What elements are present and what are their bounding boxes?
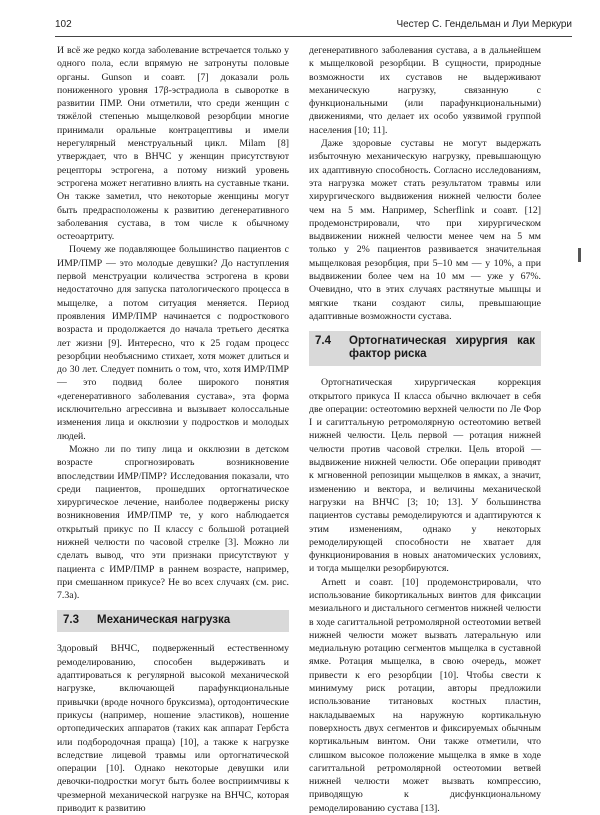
paragraph: дегенеративного заболевания сустава, а в дальнейшем к мыщелковой резорбции. В сущности, природные возможности их суставов не выдерживают механическую нагрузку, связанную с функциональными (или парафункциональными) движениями, что делает их особо уязвимой группой населения [10; 11]. — [309, 45, 541, 136]
section-number: 7.4 — [315, 335, 331, 348]
page-header — [55, 14, 572, 37]
section-heading-7-3 — [57, 610, 289, 632]
paragraph: Можно ли по типу лица и окклюзии в детском возрасте спрогнозировать возникновение впоследствии ИМР/ПМР? Исследования показали, что среди пациентов, прошедших ортогнатическое хирургическое лечение, наиболее подвержены риску возникновения ИМР/ПМР те, у кого наблюдается открытый прикус по II классу с большой ротацией нижней челюсти по часовой стрелке [3]. Можно ли сделать вывод, что эти признаки присутствуют у пациента с ИМР/ПМР в раннем возрасте, например, при смешанном прикусе? Не во всех случаях (см. рис. 7.3а). — [57, 443, 289, 602]
paragraph: Arnett и соавт. [10] продемонстрировали, что использование бикортикальных винтов для фиксации мезиального и дистального сегментов нижней челюсти в ходе сагиттальной ретромолярной остеотомии ветвей нижней челюсти может вызвать латеральную или медиальную ротацию сегментов мыщелка в суставной ямке. Ротация мыщелка, в свою очередь, может привести к его резорбции [10]. Чтобы свести к минимуму риск ротации, авторы предложили использование титановых костных пластин, накладываемых на наружную кортикальную поверхность двух сегментов и фиксируемых обычным кортикальным винтом. Они также отметили, что слишком высокое положение мыщелка в ямке в ходе сагиттальной ретромолярной остеотомии ветвей нижней челюсти может вызвать компрессию, приводящую к дисфункциональному ремоделированию сустава [13]. — [309, 576, 541, 814]
section-heading-7-4 — [309, 331, 541, 366]
paragraph: Здоровый ВНЧС, подверженный естественному ремоделированию, способен выдерживать и адаптироваться к регулярной высокой механической нагрузке, включающей парафункциональные привычки (вроде ночного бруксизма), ортодонтические прикусы (например, ношение эластиков), ношение ортопедических аппаратов (таких как аппарат Гербста или подбородочная праща) [10], а также к нагрузке вследствие лицевой травмы или ортогнатической операции [10]. Однако некоторые девушки или девочки-подростки могут быть более восприимчивы к чрезмерной механической нагрузке на ВНЧС, которая приводит к развитию — [57, 643, 289, 815]
running-head-authors: Честер С. Гендельман и Луи Меркури — [396, 19, 572, 30]
right-column — [309, 44, 541, 815]
section-title: Ортогнатическая хирургия как фактор риска — [349, 335, 535, 361]
left-column — [57, 44, 289, 815]
page-number: 102 — [55, 19, 72, 30]
chapter-edge-marker — [578, 248, 581, 262]
paragraph: Ортогнатическая хирургическая коррекция открытого прикуса II класса обычно включает в себя две операции: остеотомию верхней челюсти по Ле Фор I и сагиттальную ретромолярную остеотомию ветвей нижней челюсти. Цель первой — ротация нижней челюсти против часовой стрелки. Цель второй — выдвижение нижней челюсти. Обе операции приводят к мгновенной репозиции мыщелков в ямках, а значит, изменению и вектора, и величины механической нагрузки на ВНЧС [3; 10; 13]. У большинства пациентов суставы ремоделируются и адаптируются к этим изменениям, однако у некоторых ремоделирующей способности не хватает для функционирования в новых анатомических условиях, и тогда мыщелки резорбируются. — [309, 377, 541, 575]
section-title: Механическая нагрузка — [97, 614, 231, 627]
paragraph: Даже здоровые суставы не могут выдержать избыточную механическую нагрузку, превышающую их адаптивную способность. Согласно исследованиям, эта нагрузка может стать результатом травмы или хирургического выдвижения нижней челюсти более чем на 5 мм. Например, Scherflink и соавт. [12] продемонстрировали, что при хирургическом выдвижении нижней челюсти менее чем на 5 мм только у 2% пациентов развивается значительная мыщелковая резорбция, при 5–10 мм — у 10%, а при выдвижении более чем на 10 мм — уже у 67%. Очевидно, что в этих случаях растянутые мышцы и мягкие ткани создают силы, превышающие адаптивные возможности сустава. — [309, 138, 541, 322]
section-number: 7.3 — [63, 614, 79, 627]
paragraph: И всё же редко когда заболевание встречается только у одного пола, если впрямую не затронуты половые органы. Gunson и соавт. [7] доказали роль пониженного уровня 17β-эстрадиола в сыворотке в развитии ПМР. Они отметили, что среди женщин с тяжёлой степенью мыщелковой резорбции многие принимали оральные контрацептивы и имели нерегулярный менструальный цикл. Milam [8] утверждает, что в ВНЧС у женщин присутствуют рецепторы эстрогена, а потому низкий уровень эстрогена может негативно влиять на суставные ткани. Он также заметил, что некоторые женщины могут быть предрасположены к развитию дегенеративного заболевания сустава, в том числе к обычному остеоартриту. — [57, 45, 289, 243]
paragraph: Почему же подавляющее большинство пациентов с ИМР/ПМР — это молодые девушки? До наступления первой менструации количества эстрогена в крови недостаточно для запуска патологического процесса в мыщелке, а потом ситуация меняется. Период проявления ИМР/ПМР начинается с подросткового возраста и продолжается до начала третьего десятка лет жизни [9]. Интересно, что к 25 годам процесс резорбции необъяснимо стихает, хотя может длиться и до 30 лет. Следует помнить о том, что, хотя ИМР/ПМР — это подвид более широкого понятия «дегенеративного заболевания сустава», эта форма исключительно агрессивна и вызывает колоссальные изменения лица и окклюзии у подростков и молодых людей. — [57, 244, 289, 442]
